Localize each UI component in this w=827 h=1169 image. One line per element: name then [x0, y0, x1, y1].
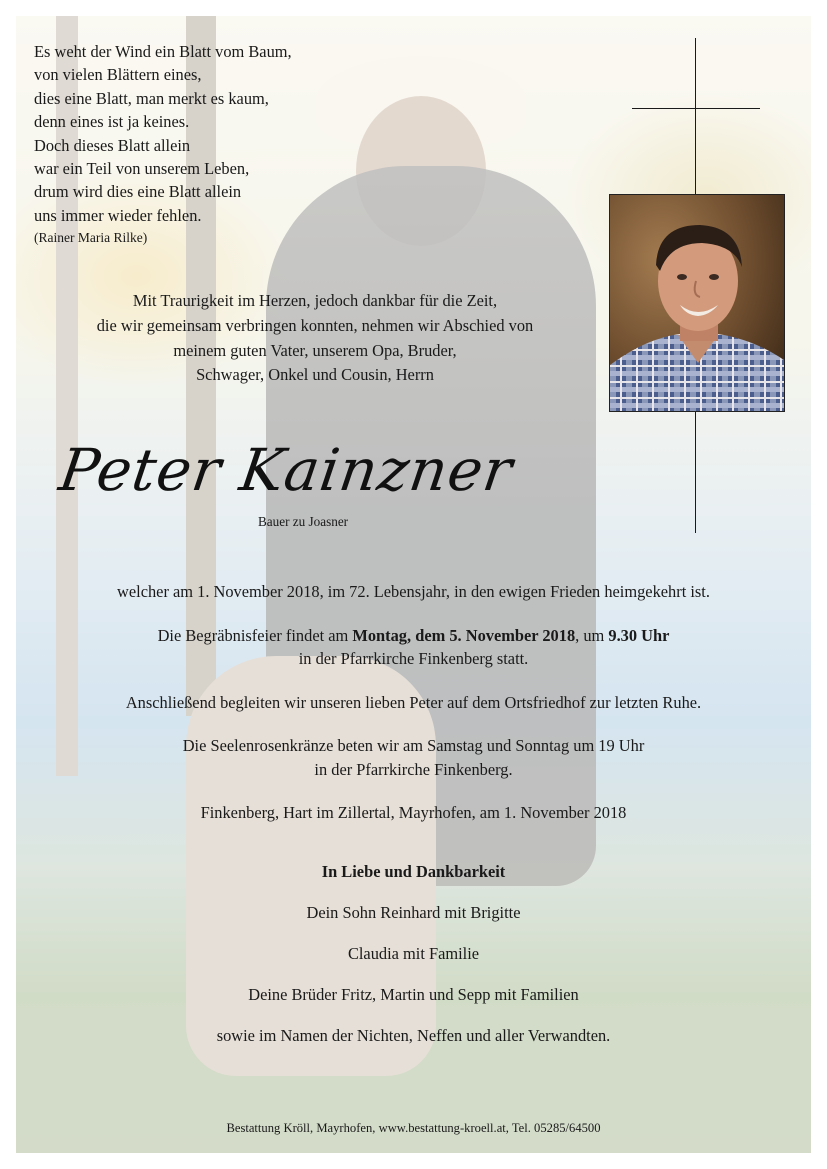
cross-horizontal-bar — [632, 108, 760, 109]
poem — [34, 40, 394, 250]
mourner-line: Deine Brüder Fritz, Martin und Sepp mit Familien — [248, 985, 579, 1004]
intro-line: Mit Traurigkeit im Herzen, jedoch dankbar für die Zeit, — [132, 291, 498, 310]
rosary-line: Die Seelenrosenkränze beten wir am Samstag und Sonntag um 19 Uhr — [182, 736, 645, 755]
poem-line: war ein Teil von unserem Leben, — [34, 159, 250, 179]
funeral-location: in der Pfarrkirche Finkenberg statt. — [298, 649, 529, 668]
poem-line: von vielen Blättern eines, — [34, 65, 202, 85]
poem-line: Doch dieses Blatt allein — [34, 135, 191, 155]
deceased-occupation: Bauer zu Joasner — [258, 514, 349, 529]
notice-body — [0, 580, 827, 825]
death-statement: welcher am 1. November 2018, im 72. Lebensjahr, in den ewigen Frieden heimgekehrt ist. — [117, 582, 710, 601]
portrait-photo — [609, 194, 785, 412]
funeral-line — [0, 624, 827, 648]
funeral-pre: Die Begräbnisfeier findet am — [157, 625, 353, 645]
mourner-line: Dein Sohn Reinhard mit Brigitte — [306, 903, 521, 922]
funeral-time: 9.30 Uhr — [608, 625, 670, 645]
funeral-mid: , um — [575, 625, 609, 645]
funeral-date: Montag, dem 5. November 2018 — [352, 625, 576, 645]
poem-line: drum wird dies eine Blatt allein — [34, 182, 242, 202]
portrait-image — [610, 195, 784, 411]
burial-statement: Anschließend begleiten wir unseren lieben Peter auf dem Ortsfriedhof zur letzten Ruhe. — [125, 692, 702, 712]
poem-line: dies eine Blatt, man merkt es kaum, — [34, 88, 269, 108]
poem-line: denn eines ist ja keines. — [34, 112, 190, 132]
mourner-line: Claudia mit Familie — [347, 944, 480, 963]
intro-line: Schwager, Onkel und Cousin, Herrn — [196, 365, 434, 385]
intro-text — [40, 289, 590, 388]
poem-author: (Rainer Maria Rilke) — [34, 230, 148, 246]
deceased-name: Peter Kainzner — [55, 436, 518, 504]
place-and-date: Finkenberg, Hart im Zillertal, Mayrhofen, am 1. November 2018 — [200, 803, 627, 822]
intro-line: meinem guten Vater, unserem Opa, Bruder, — [173, 340, 457, 360]
rosary-location: in der Pfarrkirche Finkenberg. — [314, 759, 513, 779]
mourner-line: sowie im Namen der Nichten, Neffen und aller Verwandten. — [216, 1026, 611, 1045]
intro-line: die wir gemeinsam verbringen konnten, nehmen wir Abschied von — [96, 315, 534, 335]
closing-heading: In Liebe und Dankbarkeit — [321, 862, 506, 881]
poem-line: Es weht der Wind ein Blatt vom Baum, — [34, 42, 292, 61]
funeral-home-footer: Bestattung Kröll, Mayrhofen, www.bestattung-kroell.at, Tel. 05285/64500 — [226, 1121, 601, 1135]
poem-line: uns immer wieder fehlen. — [34, 205, 202, 225]
closing-section — [0, 862, 827, 1046]
